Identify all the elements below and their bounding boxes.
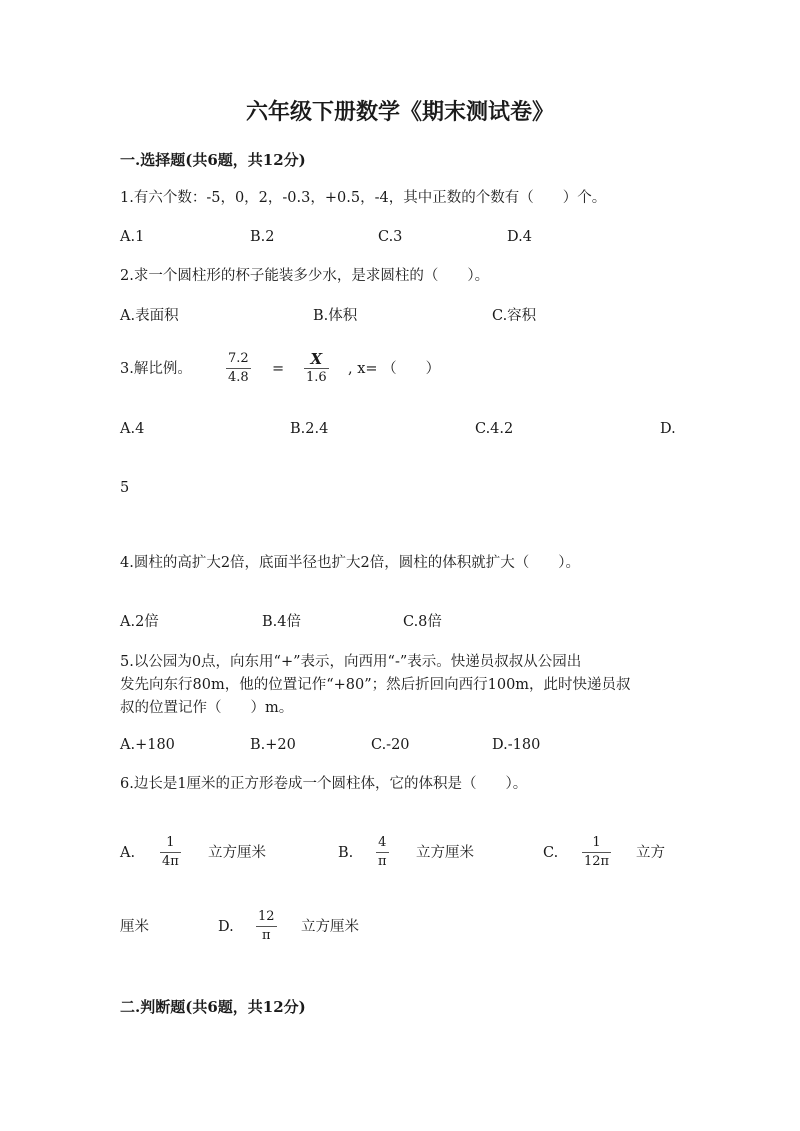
q6-option-c-denominator: 12π [584, 854, 610, 869]
q5-option-a: A.+180 [120, 737, 175, 753]
q4-option-b: B.4倍 [262, 614, 301, 630]
q6-option-c-unit-part-2: 厘米 [120, 919, 149, 935]
q6-option-b-unit: 立方厘米 [416, 845, 474, 861]
q3-option-d-value: 5 [120, 480, 130, 496]
q3-option-a: A.4 [120, 421, 145, 437]
q6-option-a-numerator: 1 [166, 835, 175, 850]
q1-option-a: A.1 [120, 229, 145, 245]
q6-option-d-fraction [256, 910, 277, 943]
section-1-heading: 一.选择题(共6题，共12分) [120, 151, 306, 169]
q5-option-d: D.-180 [492, 737, 541, 753]
question-5-line-3: 叔的位置记作（ ）m。 [120, 700, 294, 716]
q6-option-d-denominator: π [262, 928, 271, 943]
q3-fraction-2 [304, 352, 329, 385]
q6-option-a-denominator: 4π [162, 854, 179, 869]
q3-fraction-1 [226, 352, 251, 385]
q5-option-c: C.-20 [371, 737, 410, 753]
question-3-prefix: 3.解比例。 [120, 361, 192, 377]
question-5-line-1: 5.以公园为0点，向东用“+”表示，向西用“-”表示。快递员叔叔从公园出 [120, 654, 582, 670]
q3-fraction-2-denominator: 1.6 [306, 370, 327, 385]
q6-option-c-unit-part-1: 立方 [636, 845, 665, 861]
q6-option-d-numerator: 12 [258, 909, 275, 924]
q6-option-a-unit: 立方厘米 [208, 845, 266, 861]
q6-option-d-label: D. [218, 919, 234, 935]
q6-option-b-fraction [376, 836, 389, 869]
q6-option-b-numerator: 4 [378, 835, 387, 850]
question-6-text: 6.边长是1厘米的正方形卷成一个圆柱体，它的体积是（ ）。 [120, 776, 528, 792]
section-2-heading: 二.判断题(共6题，共12分) [120, 998, 306, 1016]
q3-fraction-1-denominator: 4.8 [228, 370, 249, 385]
q6-option-b-label: B. [338, 845, 354, 861]
q3-fraction-2-numerator: X [310, 350, 323, 368]
q6-option-d-unit: 立方厘米 [301, 919, 359, 935]
q1-option-c: C.3 [378, 229, 403, 245]
q6-option-a-fraction [160, 836, 181, 869]
q1-option-d: D.4 [507, 229, 532, 245]
page-title: 六年级下册数学《期末测试卷》 [245, 99, 554, 125]
q3-equals-sign: = [272, 361, 285, 377]
q4-option-a: A.2倍 [120, 614, 159, 630]
q3-option-d: D. [660, 421, 676, 437]
question-1-text: 1.有六个数：-5，0，2，-0.3，+0.5，-4，其中正数的个数有（ ）个。 [120, 190, 607, 206]
q1-option-b: B.2 [250, 229, 275, 245]
q3-option-b: B.2.4 [290, 421, 329, 437]
q6-option-c-numerator: 1 [592, 835, 601, 850]
q3-option-c: C.4.2 [475, 421, 514, 437]
question-4-text: 4.圆柱的高扩大2倍，底面半径也扩大2倍，圆柱的体积就扩大（ ）。 [120, 555, 581, 571]
q6-option-c-label: C. [543, 845, 559, 861]
q2-option-c: C.容积 [492, 308, 537, 324]
q2-option-b: B.体积 [313, 308, 358, 324]
question-2-text: 2.求一个圆柱形的杯子能装多少水，是求圆柱的（ ）。 [120, 268, 490, 284]
q6-option-a-label: A. [120, 845, 136, 861]
q6-option-b-denominator: π [378, 854, 387, 869]
question-3-suffix: , x= （ ） [348, 361, 441, 377]
q5-option-b: B.+20 [250, 737, 296, 753]
q4-option-c: C.8倍 [403, 614, 442, 630]
question-5-line-2: 发先向东行80m，他的位置记作“+80”；然后折回向西行100m，此时快递员叔 [120, 677, 631, 693]
q3-fraction-1-numerator: 7.2 [228, 351, 249, 366]
q2-option-a: A.表面积 [120, 308, 179, 324]
q6-option-c-fraction [582, 836, 611, 869]
